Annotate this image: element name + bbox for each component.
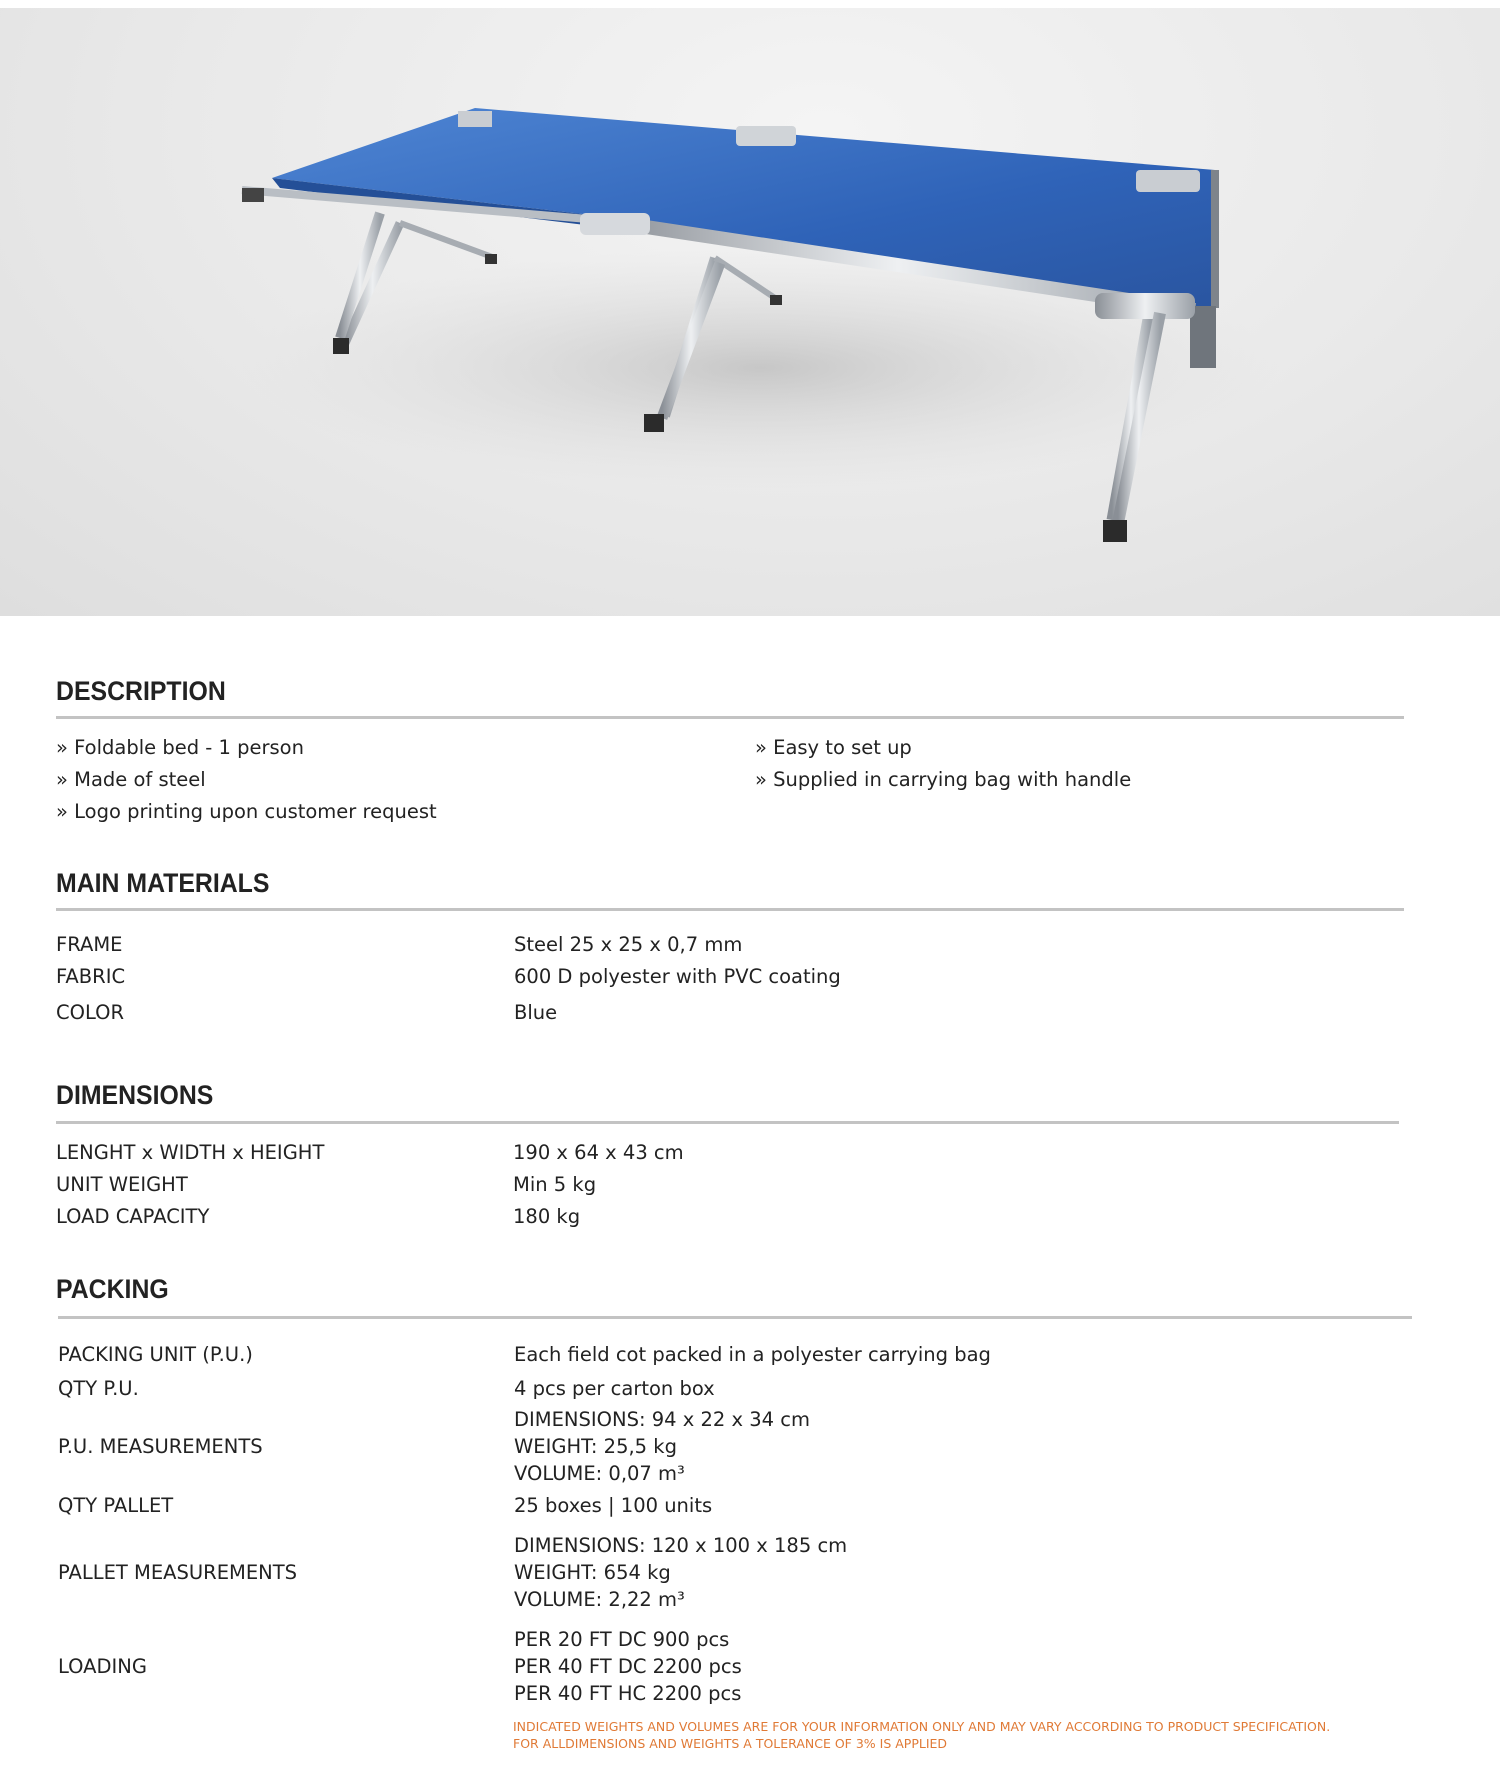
description-item: » Supplied in carrying bag with handle — [755, 768, 1132, 791]
description-title: DESCRIPTION — [56, 676, 226, 706]
description-item: » Logo printing upon customer request — [56, 800, 437, 823]
packing-title: PACKING — [56, 1274, 169, 1304]
packing-value-qty-pallet: 25 boxes | 100 units — [514, 1494, 713, 1517]
packing-value-pu-weight: WEIGHT: 25,5 kg — [514, 1435, 677, 1458]
description-item: » Foldable bed - 1 person — [56, 736, 304, 759]
materials-label-frame: FRAME — [56, 933, 123, 956]
field-cot-illustration — [0, 8, 1500, 616]
packing-value-pallet-volume: VOLUME: 2,22 m³ — [514, 1588, 685, 1611]
product-image — [0, 8, 1500, 616]
materials-label-color: COLOR — [56, 1001, 125, 1024]
packing-label-pu-measurements: P.U. MEASUREMENTS — [58, 1435, 263, 1458]
packing-label-unit: PACKING UNIT (P.U.) — [58, 1343, 253, 1366]
description-item: » Easy to set up — [755, 736, 912, 759]
packing-value-pu-dimensions: DIMENSIONS: 94 x 22 x 34 cm — [514, 1408, 810, 1431]
materials-title: MAIN MATERIALS — [56, 868, 270, 898]
packing-value-loading-40hc: PER 40 FT HC 2200 pcs — [514, 1682, 742, 1705]
materials-divider — [56, 908, 1404, 911]
dimensions-label-size: LENGHT x WIDTH x HEIGHT — [56, 1141, 325, 1164]
materials-label-fabric: FABRIC — [56, 965, 126, 988]
packing-value-qty-pu: 4 pcs per carton box — [514, 1377, 715, 1400]
materials-value-color: Blue — [514, 1001, 558, 1024]
packing-label-loading: LOADING — [58, 1655, 147, 1678]
dimensions-value-size: 190 x 64 x 43 cm — [513, 1141, 684, 1164]
materials-value-fabric: 600 D polyester with PVC coating — [514, 965, 841, 988]
materials-value-frame: Steel 25 x 25 x 0,7 mm — [514, 933, 743, 956]
packing-label-pallet-measurements: PALLET MEASUREMENTS — [58, 1561, 298, 1584]
dimensions-value-capacity: 180 kg — [513, 1205, 581, 1228]
dimensions-title: DIMENSIONS — [56, 1080, 214, 1110]
packing-divider — [58, 1316, 1412, 1319]
packing-value-pu-volume: VOLUME: 0,07 m³ — [514, 1462, 685, 1485]
packing-value-loading-40dc: PER 40 FT DC 2200 pcs — [514, 1655, 742, 1678]
packing-label-qty-pu: QTY P.U. — [58, 1377, 139, 1400]
dimensions-divider — [56, 1121, 1399, 1124]
disclaimer-line: INDICATED WEIGHTS AND VOLUMES ARE FOR YOUR INFORMATION ONLY AND MAY VARY ACCORDING TO PRODUCT SPECIFICATION. — [513, 1719, 1331, 1734]
dimensions-label-weight: UNIT WEIGHT — [56, 1173, 188, 1196]
disclaimer-line: FOR ALLDIMENSIONS AND WEIGHTS A TOLERANCE OF 3% IS APPLIED — [513, 1736, 948, 1751]
packing-label-qty-pallet: QTY PALLET — [58, 1494, 174, 1517]
dimensions-value-weight: Min 5 kg — [513, 1173, 597, 1196]
disclaimer-note — [513, 1718, 1330, 1752]
packing-value-unit: Each field cot packed in a polyester carrying bag — [514, 1343, 991, 1366]
packing-value-loading-20dc: PER 20 FT DC 900 pcs — [514, 1628, 730, 1651]
packing-value-pallet-dimensions: DIMENSIONS: 120 x 100 x 185 cm — [514, 1534, 848, 1557]
dimensions-label-capacity: LOAD CAPACITY — [56, 1205, 210, 1228]
description-item: » Made of steel — [56, 768, 206, 791]
description-divider — [56, 716, 1404, 719]
packing-value-pallet-weight: WEIGHT: 654 kg — [514, 1561, 671, 1584]
